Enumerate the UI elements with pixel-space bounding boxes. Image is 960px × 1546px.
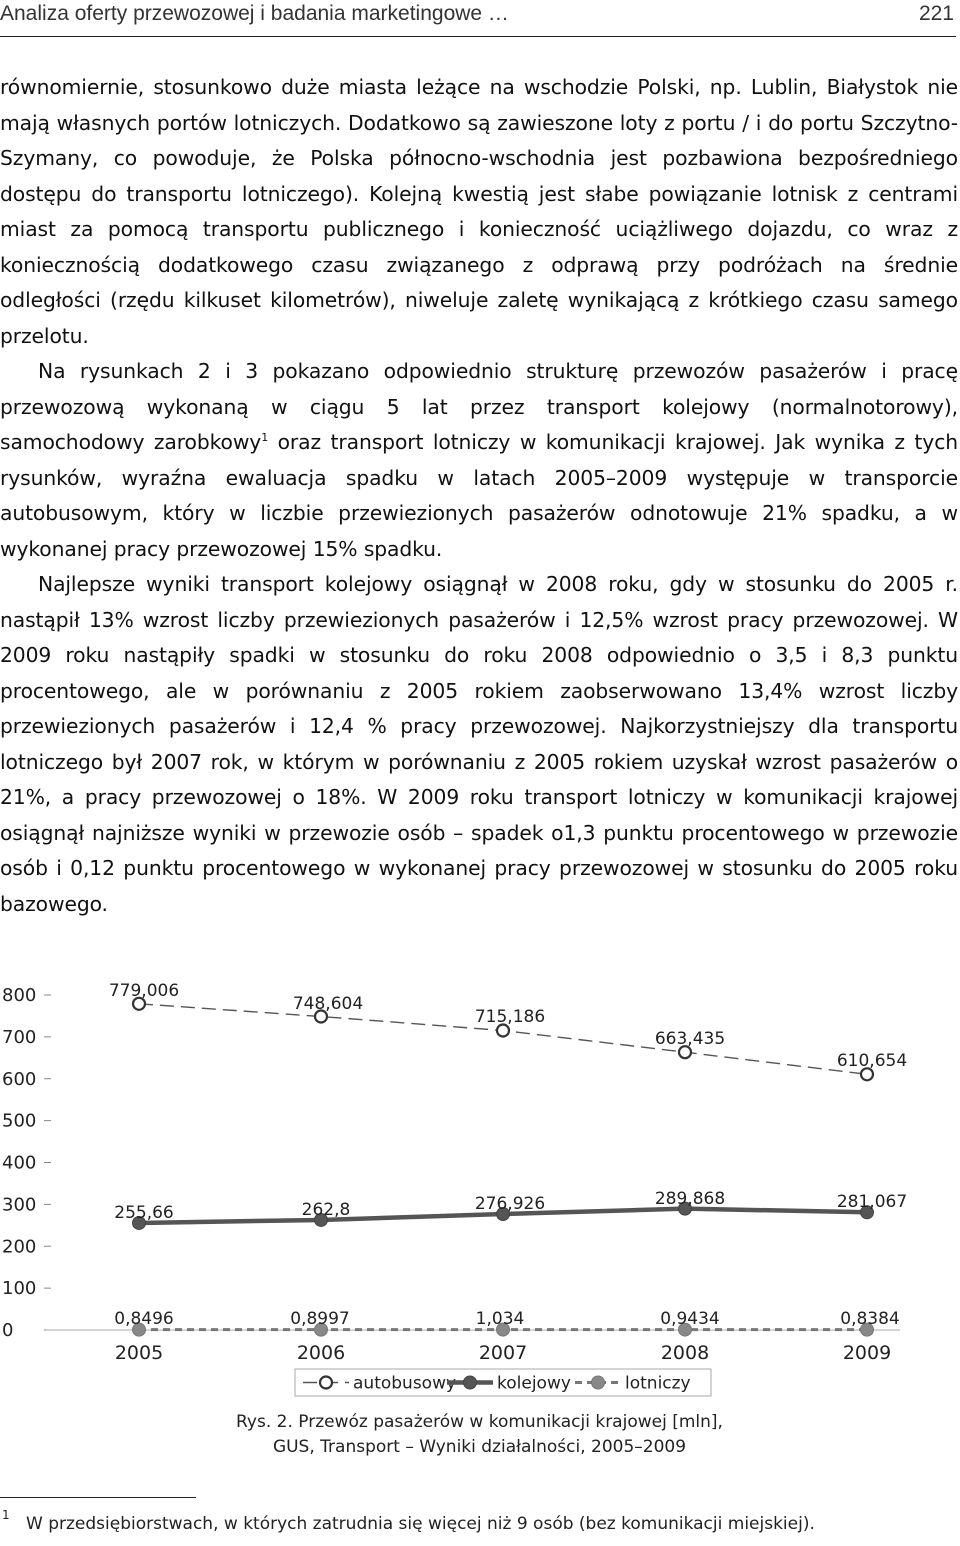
paragraph-text: oraz transport lotniczy w komunikacji krajowej. Jak wynika z tych rysunków, wyraźna ewaluacja spadku w latach 2005–2009 występuje w transporcie autobusowym, który w liczbie przewiezionych pasażerów odnotowuje 21% spadku, a w wykonanej pracy przewozowej 15% spadku. [0, 430, 958, 561]
legend-marker-autobusowy [320, 1377, 332, 1389]
chart-legend [295, 1369, 711, 1396]
data-label: 276,926 [474, 1194, 546, 1214]
caption-line: Rys. 2. Przewóz pasażerów w komunikacji krajowej [mln], [236, 1412, 723, 1432]
line-chart [0, 965, 960, 1405]
y-tick-label: 400 [2, 1152, 37, 1174]
x-tick-label: 2007 [478, 1342, 528, 1364]
legend-label: kolejowy [497, 1373, 571, 1394]
footnote-mark: 1 [2, 1508, 10, 1522]
y-tick-label: 600 [2, 1068, 37, 1090]
paragraph [0, 567, 958, 922]
data-label: 0,8997 [290, 1309, 350, 1329]
data-label: 663,435 [654, 1029, 726, 1049]
x-axis [46, 1330, 900, 1364]
data-label: 748,604 [292, 994, 364, 1014]
caption-line: GUS, Transport – Wyniki działalności, 2005–2009 [272, 1437, 687, 1457]
data-label: 289,868 [654, 1189, 726, 1209]
footnote-reference[interactable]: 1 [261, 431, 269, 445]
y-tick-label: 200 [2, 1236, 37, 1258]
data-label: 779,006 [108, 981, 180, 1001]
y-tick-label: 500 [2, 1110, 37, 1132]
footnote-text: W przedsiębiorstwach, w których zatrudnia się więcej niż 9 osób (bez komunikacji miejskiej). [26, 1514, 815, 1534]
data-label: 0,9434 [660, 1309, 720, 1329]
series-layer [109, 981, 907, 1336]
y-tick-label: 100 [2, 1278, 37, 1300]
data-label: 0,8384 [840, 1309, 900, 1329]
paragraph-text: Na rysunkach 2 i 3 pokazano odpowiednio strukturę przewozów pasażerów i pracę przewozową wykonaną w ciągu 5 lat przez transport kolejowy (normalnotorowy), samochodowy zarobkowy [0, 359, 958, 454]
x-tick-label: 2009 [842, 1342, 892, 1364]
data-label: 0,8496 [114, 1309, 174, 1329]
page-header [0, 0, 956, 37]
data-label: 715,186 [474, 1007, 546, 1027]
y-tick-label: 0 [2, 1320, 14, 1341]
x-tick-label: 2006 [296, 1342, 346, 1364]
y-axis [2, 985, 51, 1341]
paragraph [0, 70, 958, 354]
x-tick-label: 2008 [660, 1342, 710, 1364]
y-tick-label: 800 [2, 985, 37, 1006]
legend-label: lotniczy [625, 1373, 691, 1394]
footnote-divider [0, 1497, 196, 1498]
data-label: 255,66 [114, 1203, 174, 1223]
data-label: 610,654 [836, 1051, 908, 1071]
data-label: 281,067 [836, 1192, 908, 1212]
x-tick-label: 2005 [114, 1342, 164, 1364]
body-text [0, 70, 958, 922]
paragraph [0, 354, 958, 567]
y-tick-label: 700 [2, 1026, 37, 1048]
running-title: Analiza oferty przewozowej i badania marketingowe … [0, 2, 509, 25]
figure-caption [0, 1410, 960, 1460]
page-number: 221 [918, 2, 954, 25]
data-label: 262,8 [301, 1200, 351, 1220]
paragraph-text: równomiernie, stosunkowo duże miasta leżące na wschodzie Polski, np. Lublin, Białystok nie mają własnych portów lotniczych. Dodatkowo są zawieszone loty z portu / i do portu Szczytno-Szymany, co powoduje, że Polska północno-wschodnia jest pozbawiona bezpośredniego dostępu do transportu lotniczego). Kolejną kwestią jest słabe powiązanie lotnisk z centrami miast za pomocą transportu publicznego i konieczność uciążliwego dojazdu, co wraz z koniecznością dodatkowego czasu związanego z odprawą przy podróżach na średnie odległości (rzędu kilkuset kilometrów), niweluje zaletę wynikającą z krótkiego czasu samego przelotu. [0, 75, 958, 348]
legend-label: autobusowy [353, 1373, 457, 1394]
legend-marker-lotniczy [592, 1376, 605, 1389]
paragraph-text: Najlepsze wyniki transport kolejowy osiągnął w 2008 roku, gdy w stosunku do 2005 r. nastąpił 13% wzrost liczby przewiezionych pasażerów i 12,5% wzrost pracy przewozowej. W 2009 roku nastąpiły spadki w stosunku do roku 2008 odpowiednio o 3,5 i 8,3 punktu procentowego, ale w porównaniu z 2005 rokiem zaobserwowano 13,4% wzrost liczby przewiezionych pasażerów i 12,4 % pracy przewozowej. Najkorzystniejszy dla transportu lotniczego był 2007 rok, w którym w porównaniu z 2005 rokiem uzyskał wzrost pasażerów o 21%, a pracy przewozowej o 18%. W 2009 roku transport lotniczy w komunikacji krajowej osiągnął najniższe wyniki w przewozie osób – spadek o1,3 punktu procentowego w przewozie osób i 0,12 punktu procentowego w wykonanej pracy przewozowej w stosunku do 2005 roku bazowego. [0, 572, 958, 916]
y-tick-label: 300 [2, 1194, 37, 1216]
legend-marker-kolejowy [464, 1376, 477, 1389]
data-label: 1,034 [475, 1309, 525, 1329]
